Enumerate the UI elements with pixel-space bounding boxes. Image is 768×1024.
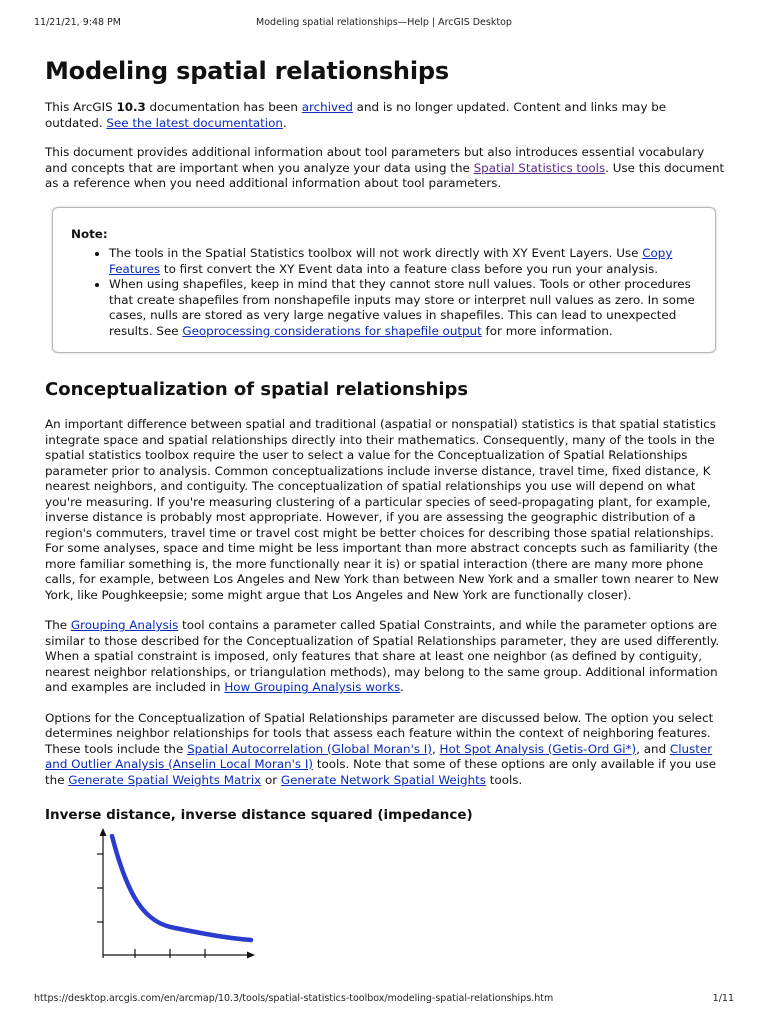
section-heading: Conceptualization of spatial relationships [45,379,469,400]
main-content [45,56,725,824]
print-date: 11/21/21, 9:48 PM [34,17,121,28]
page-title: Modeling spatial relationships [45,57,449,85]
version-number: 10.3 [116,100,146,114]
latest-documentation-link[interactable]: See the latest documentation [106,115,283,130]
archive-notice: This ArcGIS 10.3 documentation has been archived and is no longer updated. Content and links may be outdated. See the latest documentation. [45,100,667,130]
subheading: Inverse distance, inverse distance squared (impedance) [45,807,473,823]
copy-features-link[interactable]: Copy Features [109,246,673,276]
note-box [52,207,716,354]
note-item: • When using shapefiles, keep in mind that they cannot store null values. Tools or other procedures that create shapefiles from nonshapefile inputs may store or interpret null values as zero. In some cases, nulls are stored as very large negative values in shapefiles. This can lead to unexpected results. See Geoprocessing considerations for shapefile output for more information. [109,277,697,339]
spatial-statistics-tools-link[interactable]: Spatial Statistics tools [473,160,606,175]
cluster-outlier-analysis-link[interactable]: Cluster and Outlier Analysis (Anselin Local Moran's I) [45,741,713,771]
grouping-paragraph: The Grouping Analysis tool contains a parameter called Spatial Constraints, and while the parameter options are similar to those described for the Conceptualization of Spatial Relationships parameter, they are used differently. When a spatial constraint is imposed, only features that share at least one neighbor (as defined by contiguity, nearest neighbor relationships, or triangulation methods), may belong to the same group. Additional information and examples are included in How Grouping Analysis works. [45,618,720,694]
note-list [71,246,697,339]
note-item: • The tools in the Spatial Statistics toolbox will not work directly with XY Event Layers. Use Copy Features to first convert the XY Event data into a feature class before you run your analysis. [109,246,697,277]
concept-paragraph: An important difference between spatial and traditional (aspatial or nonspatial) statistics is that spatial statistics integrate space and spatial relationships directly into their mathematics. Consequently, many of the tools in the spatial statistics toolbox require the user to select a value for the Conceptualization of Spatial Relationships parameter prior to analysis. Common conceptualizations include inverse distance, travel time, fixed distance, K nearest neighbors, and contiguity. The conceptualization of spatial relationships you use will depend on what you're measuring. If you're measuring clustering of a particular species of seed-propagating plant, for example, inverse distance is probably most appropriate. However, if you are assessing the geographic distribution of a region's commuters, travel time or travel cost might be better choices for describing those spatial relationships. For some analyses, space and time might be less important than more abstract concepts such as familiarity (the more familiar something is, the more functionally near it is) or spatial interaction (there are many more phone calls, for example, between Los Angeles and New York than between New York and a smaller town nearer to New York, like Poughkeepsie; some might argue that Los Angeles and New York are functionally closer). [45,417,719,602]
inverse-distance-graph [90,828,260,962]
spatial-autocorrelation-link[interactable]: Spatial Autocorrelation (Global Moran's I) [187,741,432,756]
print-url: https://desktop.arcgis.com/en/arcmap/10.3/tools/spatial-statistics-toolbox/modeling-spatial-relationships.htm [34,993,554,1004]
print-header [0,17,768,31]
shapefile-considerations-link[interactable]: Geoprocessing considerations for shapefile output [182,323,482,338]
x-axis-arrow [247,952,255,959]
grouping-analysis-link[interactable]: Grouping Analysis [70,618,179,632]
generate-spatial-weights-matrix-link[interactable]: Generate Spatial Weights Matrix [68,772,262,787]
page-number: 1/11 [712,993,734,1004]
print-footer [0,993,768,1007]
archived-link[interactable]: archived [301,100,353,114]
generate-network-spatial-weights-link[interactable]: Generate Network Spatial Weights [280,772,486,787]
note-title: Note: [71,226,108,241]
graph-y-axis [97,831,103,958]
hot-spot-analysis-link[interactable]: Hot Spot Analysis (Getis-Ord Gi*) [439,741,637,756]
y-axis-arrow [100,828,107,836]
options-paragraph: Options for the Conceptualization of Spatial Relationships parameter are discussed below. The option you select determines neighbor relationships for tools that assess each feature within the context of neighboring features. These tools include the Spatial Autocorrelation (Global Moran's I), Hot Spot Analysis (Getis-Ord Gi*), and Cluster and Outlier Analysis (Anselin Local Moran's I) tools. Note that some of these options are only available if you use the Generate Spatial Weights Matrix or Generate Network Spatial Weights tools. [45,710,717,787]
print-page-title: Modeling spatial relationships—Help | ArcGIS Desktop [256,17,512,28]
intro-paragraph: This document provides additional information about tool parameters but also introduces essential vocabulary and concepts that are important when you analyze your data using the Spatial Statistics tools. Use this document as a reference when you need additional information about tool parameters. [45,145,725,190]
how-grouping-analysis-works-link[interactable]: How Grouping Analysis works [224,680,401,694]
graph-x-axis [103,949,250,958]
inverse-distance-curve [112,836,251,940]
